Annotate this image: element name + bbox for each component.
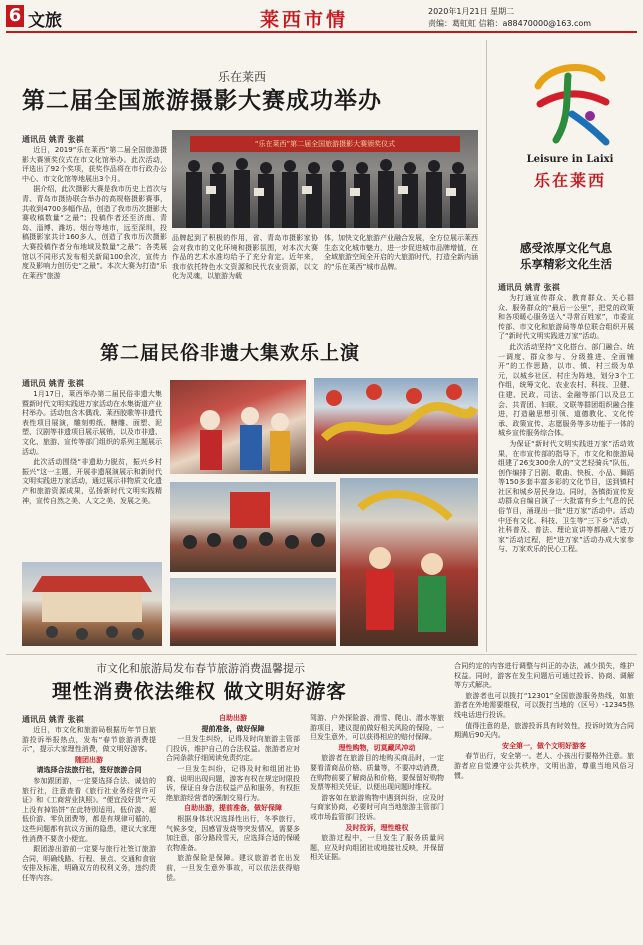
article3-subhead: 安全第一，做个文明好游客: [502, 741, 586, 750]
article1-paragraph: 近日，2019“乐在莱西”第二届全国旅游摄影大赛颁奖仪式在市文化馆举办。此次活动，评选出了92个奖项，获奖作品将在市行政办公中心、市文化馆等地展出3个月。: [22, 146, 167, 183]
article3-byline: 通讯员 姚青 张祺: [22, 715, 84, 724]
stage-banner: [190, 136, 460, 152]
article3-paragraph: 旅游过程中，一旦发生了服务质量问题，应及时向组团社或地接社反映，并保留相关证据。: [310, 834, 444, 862]
article1-byline: 通讯员 姚青 张祺: [22, 135, 84, 144]
sidebar-body: [498, 294, 634, 650]
article2-paragraph: 此次活动围绕“非遗助力脱贫，振兴乡村振兴”这一主题，开展非遗展演展示和新时代文明实践进万家活动，通过展示非物质文化遗产和旅游资源成果，弘扬新时代文明实践精神，宣传自然之美、人文之美、发展之美。: [22, 458, 162, 505]
folk-fair-photo-2: [314, 378, 478, 474]
article1-paragraph: 据介绍，此次摄影大赛是我市历史上首次与青、青岛市摄协联合举办的高规格摄影赛事，共收到4700多幅作品，创造了我市历次摄影大赛收稿数量“之最”；投稿作者还至济南、青岛、淄博、潍坊、烟台等地市，远至深圳，投稿摄影家共计160多人，创造了我市历次摄影大赛投稿作者分布地域及数量“之最”；各类展馆以不同形式发布相关新闻100余次，宣传力度及影响力创历史“之最”。本次大赛为打造“乐在莱西”旅游: [22, 185, 167, 280]
market-stall-icon: [22, 562, 162, 646]
folk-fair-photo-3: [170, 482, 336, 572]
article3-col1: [22, 726, 156, 940]
article3-col3: [310, 714, 444, 940]
article3-paragraph: 近日，市文化和旅游局根据历年节日旅游投诉举报热点，发布“春节旅游消费提示”，提示大家理性消费，做文明好游客。: [22, 726, 156, 754]
award-winners-group: [172, 156, 478, 228]
paper-name: 莱西市情: [260, 9, 349, 31]
article1-kicker: 乐在莱西: [218, 70, 267, 84]
article3-headline: 理性消费依法维权 做文明好游客: [52, 680, 347, 703]
page-number-badge: [6, 5, 24, 27]
article3-paragraph: 值得注意的是，旅游投诉具有时效性，投诉时效为合同期满后90天内。: [454, 721, 634, 740]
article3-paragraph: 旅游者在旅游目的地购买商品时，一定要看清商品价格、质量等，不要冲动消费，在购物前要了解商品和价格，要保留好购物发票等相关凭证，以便出现问题时维权。: [310, 754, 444, 792]
masthead: [0, 0, 643, 34]
article3-subhead: 理性购物，切莫藏风冲动: [338, 743, 416, 752]
article3-paragraph: 春节出行，安全第一。老人、小孩出行要格外注意。旅游者应自觉遵守公共秩序，文明出游，尊重当地风俗习惯。: [454, 752, 634, 780]
article3-paragraph: 根据身体状况选择性出行，冬季旅行，气候多变，因感冒发烧等突发情况，需要多加注意，部分路段雪天，应选择合适的保暖衣物准备。: [166, 814, 300, 852]
leisure-logo-icon: [520, 56, 620, 152]
sidebar-divider: [486, 40, 487, 652]
article3-paragraph: 旅游者也可以拨打“12301”全国旅游服务热线，如旅游者在外地需要维权，可以拨打当地的（区号）-12345热线电话进行投诉。: [454, 691, 634, 719]
article2-body: [22, 390, 162, 558]
sidebar-headline-2: 乐享精彩文化生活: [520, 257, 612, 271]
article1-col1: [22, 146, 167, 306]
folk-fair-photo-5: [22, 562, 162, 646]
costumed-dancers-icon: [340, 478, 478, 646]
crowd-icon: [170, 482, 336, 572]
folk-fair-photo-4: [340, 478, 478, 646]
dragon-dance-icon: [314, 378, 478, 474]
article3-subhead: 自助出游: [219, 714, 247, 722]
folk-fair-photo-6: [170, 578, 336, 646]
article3-paragraph: 旅游保险是保障。建议旅游者在出发前，一旦发生意外事故，可以依法获得赔偿。: [166, 854, 300, 882]
article3-kicker: 市文化和旅游局发布春节旅游消费温馨提示: [96, 662, 305, 675]
sidebar-paragraph: 为保证“新时代文明实践进万家”活动效果，在市宣传部的指导下，市文化和旅游局组建了26支300余人的“文艺轻骑兵”队伍，创作编排了吕剧、歌曲、快板、小品、舞蹈等150多套丰富多彩的文化节目，送到镇村社区和城乡居民身边。同时，各镇街宣传发动群众自编自演了一大批富有乡土气息的民俗节目，涌现出一批“进万家”活动中。活动中还有文化、科技、卫生等“三下乡”活动，社科普及、普法、理论宣讲等都融入“进万家”活动过程，把“进万家”活动办成大家参与、万家欢乐的民心工程。: [498, 439, 634, 554]
article3-subhead: 请选择合法旅行社，签好旅游合同: [36, 766, 142, 775]
masthead-rule: [6, 31, 637, 33]
section-name: 文旅: [28, 11, 62, 31]
article1-col3-text: 体，加快文化旅游产业融合发展，全方位展示莱西生态文化城市魅力，进一步促进城市品牌增值，在全域旅游空间全开启的大旅游时代，打造全新内涵的“乐在莱西”城市品牌。: [324, 234, 478, 271]
article1-headline: 第二届全国旅游摄影大赛成功举办: [22, 88, 382, 114]
article2-byline: 通讯员 姚青 张祺: [22, 379, 84, 388]
date-line: 2020年1月21日 星期二: [428, 7, 515, 16]
sidebar-headline-1: 感受浓厚文化气息: [520, 241, 612, 255]
article3-col2: [166, 714, 300, 940]
editor-line: 责编：葛虹虹 信箱：a88470000@163.com: [428, 19, 592, 28]
article3-paragraph: 驾游、户外探险游、滑雪、爬山、潜水等旅游项目，建议提前做好相关风险的保险，一旦发生意外，可以获得相应的赔付保障。: [310, 714, 444, 742]
sidebar-paragraph: 为打通宣传群众、教育群众、关心群众、服务群众的“最后一公里”，把党的政策和各项暖心服务送入“寻常百姓家”，市委宣传部、市文化和旅游局等单位联合组织开展了“新时代文明实践进万家”活动。: [498, 294, 634, 341]
article3-subhead: 自助出游，提前准备，做好保障: [184, 804, 282, 813]
article3-paragraph: 参加跟团游，一定要选择合法、诚信的旅行社，注意查看《旅行社业务经营许可证》和《工商营业执照》。“便宜没好货”“天上没有掉馅饼”在此特别适用。低价游、超低价游、零负团费等，都是有规律可循的，这些问题都有抗议方面的隐患，建议大家理性消费不要贪小便宜。: [22, 776, 156, 843]
article1-col3: [324, 234, 478, 306]
page-number: 6: [8, 5, 22, 26]
article3-subhead: 随团出游: [75, 755, 103, 764]
stage-banner-text: “乐在莱西”第二届全国旅游摄影大赛颁奖仪式: [254, 140, 396, 148]
award-ceremony-photo: [172, 130, 478, 228]
article2-headline: 第二届民俗非遗大集欢乐上演: [100, 342, 361, 364]
logo-title: 乐在莱西: [533, 171, 606, 190]
sidebar-byline: 通讯员 姚青 张祺: [498, 283, 560, 292]
article3-paragraph: 一旦发生纠纷，记得及时和组团社协商、说明出现问题，游客有权在规定时限投诉，保证自身合法权益产品和服务，有权拒绝旅游经营者的强制交易行为。: [166, 764, 300, 802]
article3-paragraph: 跟团游出游前一定要与旅行社签订旅游合同，明确线路、行程、景点、交通和食宿安排及标准，明确双方的权利义务，违约责任等内容。: [22, 845, 156, 882]
article3-col4: [454, 662, 634, 940]
article3-paragraph: 一旦发生纠纷，记得及时向旅游主管部门投诉，维护自己的合法权益。旅游者应对合同条款仔细阅读免责约定。: [166, 735, 300, 763]
folk-performers-icon: [170, 380, 306, 474]
article3-paragraph: 合同约定的内容进行调整与纠正的办法，减少损失，维护权益。同时，游客在发生问题后可通过投诉、协商、调解等方式解决。: [454, 662, 634, 690]
section-rule: [6, 654, 637, 655]
article3-subhead: 及时投诉，理性维权: [345, 823, 409, 832]
article1-col2-text: 品牌起到了积极的作用，省、青岛市摄影家协会对我市的文化环境和摄影氛围，对本次大赛作品的艺术水准均给予了充分肯定。近年来，我市依托特色水文资源和民代农业资源，以文化为灵魂，以旅游为载: [172, 234, 318, 281]
article3-subhead: 提前准备，做好保障: [201, 724, 265, 733]
article2-paragraph: 1月17日，莱西举办第二届民俗非遗大集暨新时代文明实践进万家活动在水集街道产业村举办。活动包含木偶戏、莱西胶歌等非遗代表性项目展演，雕刻剪纸、糖雕、面塑、泥塑、汉剧等非遗项目展示展销，以及市非遗、文化、旅游、宣传等部门组织的系列主题展示活动。: [22, 390, 162, 456]
article3-paragraph: 游客如在旅游购物中遇到纠纷，应及时与商家协商，必要时可向当地旅游主管部门或市场监管部门投诉。: [310, 793, 444, 821]
article1-col2: [172, 234, 318, 306]
sidebar-paragraph: 此次活动坚持“文化搭台、部门融合、统一调度、群众参与、分级推进、全面铺开”的工作思路，以市、镇、村三级为单元，以城乡社区、村庄为阵地，划分3个工作组，统筹文化、农业农村、科技、卫健、住建、民政、司法、金融等部门以及总工会、共青团、妇联、文联等群团组织融合推进，打造融思想引领、道德教化、文化传承、政策宣传、志愿服务等多功能于一体的城乡宣传服务综合体。: [498, 342, 634, 438]
folk-fair-photo-1: [170, 380, 306, 474]
logo-subtitle: Leisure in Laixi: [526, 154, 614, 165]
